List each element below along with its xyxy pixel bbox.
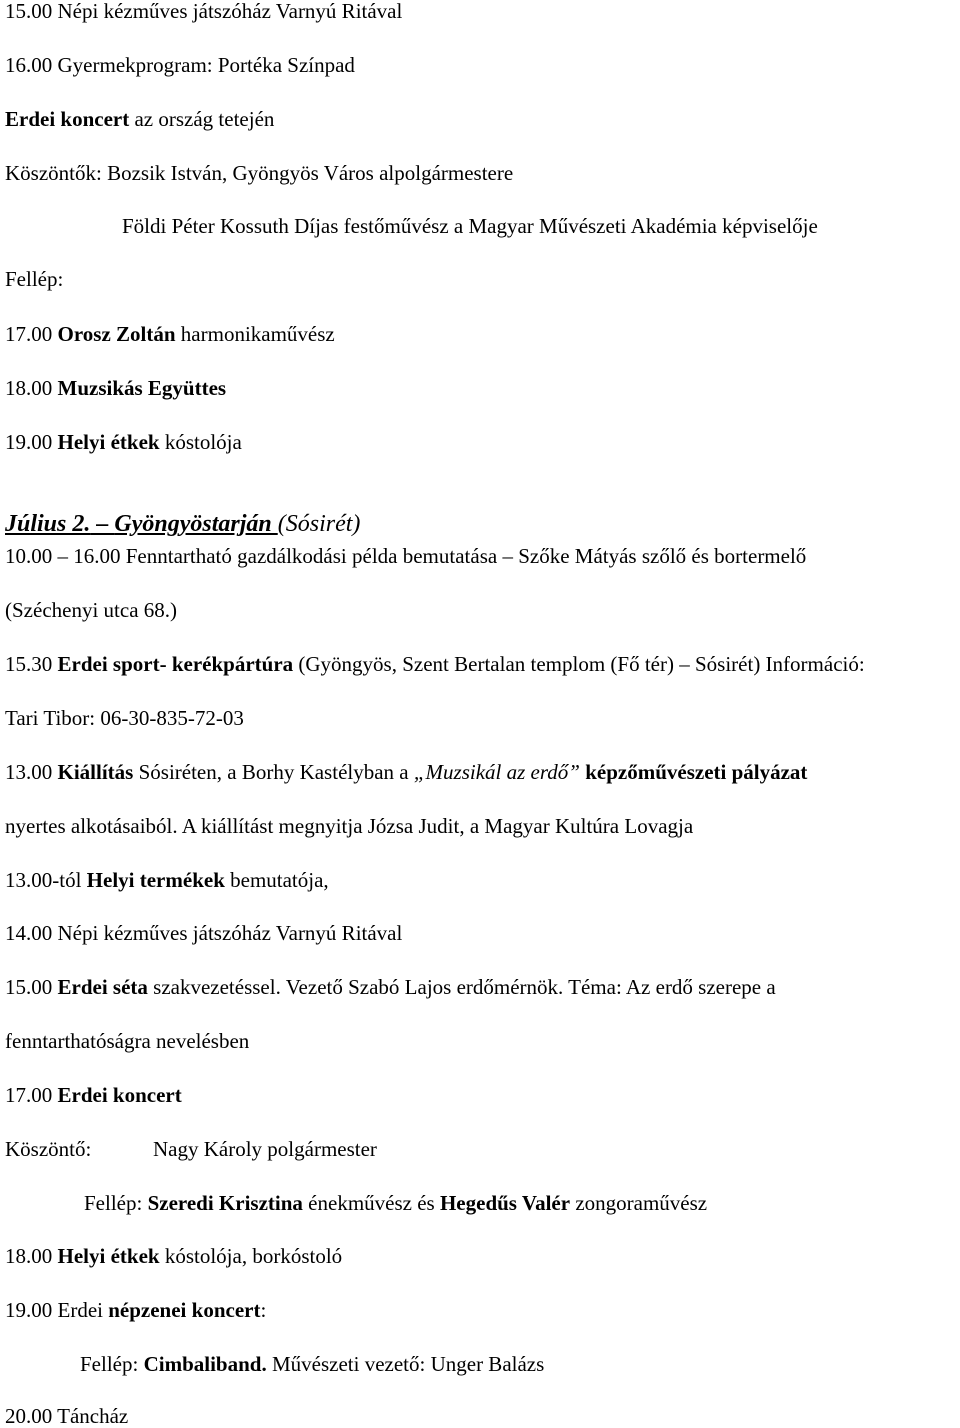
program-line	[5, 0, 402, 23]
text: 14.00 Népi kézműves játszóház Varnyú Ritával	[5, 921, 403, 945]
event-name: Erdei koncert	[57, 1083, 182, 1107]
event-name: Helyi étkek	[57, 1244, 160, 1268]
text: – Szőke Mátyás szőlő és bortermelő	[497, 544, 807, 568]
text: bemutatója,	[224, 868, 329, 892]
program-line	[5, 162, 513, 185]
time: 18.00	[5, 1244, 58, 1268]
program-line	[5, 976, 776, 999]
program-line	[5, 922, 402, 945]
event-name: Helyi étkek	[57, 430, 160, 454]
text: Fellép:	[5, 267, 64, 291]
text: 20.00 Táncház	[5, 1404, 129, 1428]
text: kóstolója	[159, 430, 242, 454]
time: 17.00	[5, 1083, 58, 1107]
time: 10.00 – 16.00	[5, 544, 126, 568]
event-name: Erdei sport- kerékpártúra	[57, 652, 294, 676]
event-name: Helyi termékek	[86, 868, 225, 892]
performer-name: Szeredi Krisztina	[147, 1191, 303, 1215]
program-line	[5, 761, 807, 784]
program-line	[5, 1138, 91, 1161]
performer-name: Muzsikás Együttes	[57, 376, 227, 400]
text: az ország tetején	[129, 107, 275, 131]
program-line	[5, 377, 226, 400]
program-line	[5, 815, 693, 838]
label: Fellép:	[84, 1191, 148, 1215]
event-name: Kiállítás	[57, 760, 134, 784]
time: 13.00-tól	[5, 868, 87, 892]
program-line	[84, 1192, 707, 1215]
location-heading: Gyöngyöstarján	[114, 511, 278, 537]
program-line	[5, 323, 335, 346]
text: Földi Péter Kossuth Díjas festőművész a Magyar Művészeti Akadémia képviselője	[122, 214, 818, 238]
program-line	[5, 1299, 266, 1322]
time: 18.00	[5, 376, 58, 400]
exhibition-title: „Muzsikál az erdő”	[413, 760, 580, 784]
event-name: Fenntartható gazdálkodási példa bemutatása	[125, 544, 498, 568]
sublocation-heading: (Sósirét)	[277, 511, 361, 537]
performer-name: Hegedűs Valér	[439, 1191, 571, 1215]
heading-dash: –	[90, 511, 115, 537]
text: harmonikaművész	[175, 322, 335, 346]
text: Tari Tibor: 06-30-835-72-03	[5, 706, 244, 730]
program-line	[122, 215, 818, 238]
section-heading	[5, 511, 360, 537]
text: 19.00 Erdei	[5, 1298, 109, 1322]
program-line	[5, 431, 242, 454]
text: Köszöntők: Bozsik István, Gyöngyös Város alpolgármestere	[5, 161, 514, 185]
program-line	[5, 1084, 182, 1107]
text: (Széchenyi utca 68.)	[5, 598, 178, 622]
program-line	[5, 599, 177, 622]
text: fenntarthatóságra nevelésben	[5, 1029, 250, 1053]
text: szakvezetéssel. Vezető Szabó Lajos erdőmérnök. Téma: Az erdő szerepe a	[147, 975, 776, 999]
program-line	[5, 707, 244, 730]
text: :	[260, 1298, 267, 1322]
program-line	[5, 869, 329, 892]
program-line	[5, 1405, 128, 1428]
performer-name: Cimbaliband.	[143, 1352, 267, 1376]
program-line	[5, 653, 865, 676]
program-line	[5, 54, 355, 77]
date-heading: Július 2.	[5, 511, 91, 537]
event-name: Erdei koncert	[5, 107, 130, 131]
time: 13.00	[5, 760, 58, 784]
program-line	[80, 1353, 544, 1376]
text: (Gyöngyös, Szent Bertalan templom (Fő tér) – Sósirét) Információ:	[293, 652, 865, 676]
program-line	[5, 545, 806, 568]
event-name: képzőművészeti pályázat	[585, 760, 808, 784]
time: 15.00	[5, 975, 58, 999]
time: 19.00	[5, 430, 58, 454]
text: kóstolója, borkóstoló	[159, 1244, 343, 1268]
time: 15.30	[5, 652, 58, 676]
text: nyertes alkotásaiból. A kiállítást megnyitja Józsa Judit, a Magyar Kultúra Lovagja	[5, 814, 694, 838]
program-line	[153, 1138, 377, 1161]
event-name: Erdei séta	[57, 975, 148, 999]
text: Nagy Károly polgármester	[153, 1137, 377, 1161]
event-name: népzenei koncert	[108, 1298, 261, 1322]
text: énekművész és	[302, 1191, 440, 1215]
program-line	[5, 108, 274, 131]
program-line	[5, 1245, 342, 1268]
label: Fellép:	[80, 1352, 144, 1376]
text: Sósiréten, a Borhy Kastélyban a	[133, 760, 414, 784]
label: Köszöntő:	[5, 1137, 92, 1161]
text: 16.00 Gyermekprogram: Portéka Színpad	[5, 53, 355, 77]
program-line	[5, 1030, 249, 1053]
program-line	[5, 268, 63, 291]
text: Művészeti vezető: Unger Balázs	[266, 1352, 545, 1376]
time: 17.00	[5, 322, 58, 346]
performer-name: Orosz Zoltán	[57, 322, 176, 346]
text: zongoraművész	[570, 1191, 708, 1215]
text: 15.00 Népi kézműves játszóház Varnyú Ritával	[5, 0, 403, 23]
